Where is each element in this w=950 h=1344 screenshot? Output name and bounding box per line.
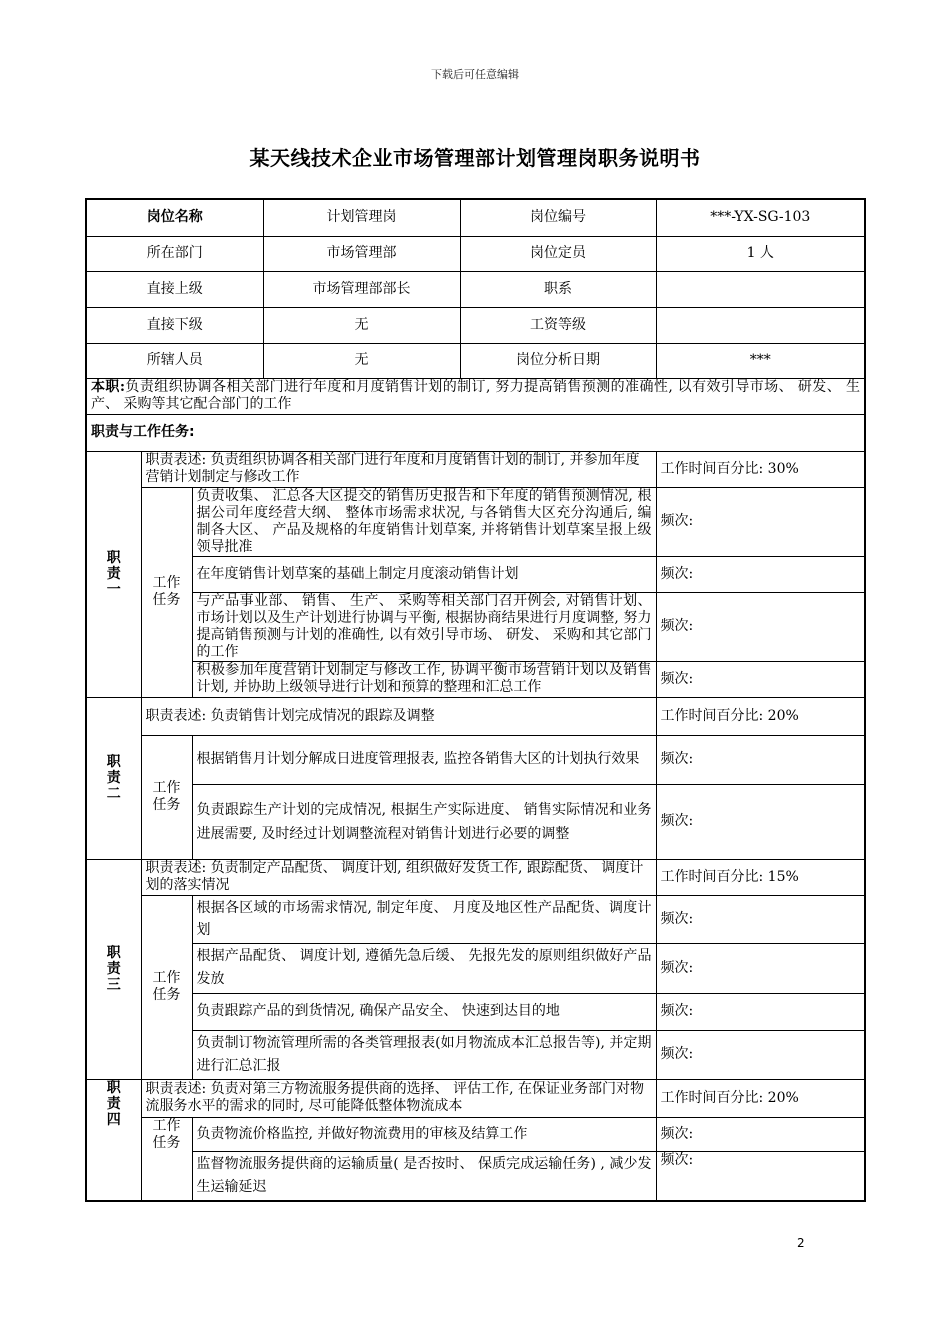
duty-1-name-cell: [86, 451, 141, 697]
duty-3-task-2-freq: 频次:: [656, 943, 865, 993]
value-position-code: ***-YX-SG-103: [656, 199, 865, 236]
info-row-3: [86, 271, 865, 307]
duty-1-task-1-freq: 频次:: [656, 487, 865, 556]
label-position-name: 岗位名称: [86, 199, 263, 236]
label-position-code: 岗位编号: [460, 199, 656, 236]
value-job-family: [656, 271, 865, 307]
duty-3-name: 职责三: [106, 945, 121, 993]
value-direct-subordinate: 无: [263, 307, 460, 343]
task-label-text: 工作任务: [152, 1117, 181, 1151]
duty-1-task-4-freq: 频次:: [656, 661, 865, 697]
task-label-text: 工作任务: [152, 970, 181, 1003]
duty-2-task-2-row: [86, 784, 865, 859]
duty-2-task-2: 负责跟踪生产计划的完成情况, 根据生产实际进度、 销售实际情况和业务进展需要, 及时经过计划调整流程对销售计划进行必要的调整: [192, 784, 656, 859]
duties-header: 职责与工作任务:: [86, 414, 865, 451]
duty-3-task-1-freq: 频次:: [656, 895, 865, 943]
duty-4-statement-row: [86, 1079, 865, 1117]
duty-4-name-cell: [86, 1079, 141, 1201]
label-analysis-date: 岗位分析日期: [460, 343, 656, 378]
duty-summary-text: 负责组织协调各相关部门进行年度和月度销售计划的制订, 努力提高销售预测的准确性, 以有效引导市场、 研发、 生产、 采购等其它配合部门的工作: [91, 379, 861, 412]
duties-header-row: [86, 414, 865, 451]
duty-2-statement-row: [86, 697, 865, 735]
duty-summary-row: [86, 378, 865, 414]
duty-3-task-4-row: [86, 1030, 865, 1079]
duty-4-statement: 职责表述: 负责对第三方物流服务提供商的选择、 评估工作, 在保证业务部门对物流服务水平的需求的同时, 尽可能降低整体物流成本: [141, 1079, 656, 1117]
duty-3-task-4: 负责制订物流管理所需的各类管理报表(如月物流成本汇总报告等), 并定期进行汇总汇报: [192, 1030, 656, 1079]
duty-3-statement-row: [86, 859, 865, 895]
duty-3-statement: 职责表述: 负责制定产品配货、 调度计划, 组织做好发货工作, 跟踪配货、 调度计划的落实情况: [141, 859, 656, 895]
duty-summary-label: 本职:: [91, 379, 126, 395]
value-department: 市场管理部: [263, 236, 460, 271]
label-direct-superior: 直接上级: [86, 271, 263, 307]
duty-4-task-2-row: [86, 1151, 865, 1201]
info-row-4: [86, 307, 865, 343]
duty-4-task-1-row: [86, 1117, 865, 1151]
info-row-5: [86, 343, 865, 378]
document-title: 某天线技术企业市场管理部计划管理岗职务说明书: [249, 146, 701, 170]
duty-1-statement-row: [86, 451, 865, 487]
duty-2-task-1: 根据销售月计划分解成日进度管理报表, 监控各销售大区的计划执行效果: [192, 735, 656, 784]
label-headcount: 岗位定员: [460, 236, 656, 271]
duty-3-percent: 工作时间百分比: 15%: [656, 859, 865, 895]
duty-1-task-2-freq: 频次:: [656, 556, 865, 592]
duty-1-task-4: 积极参加年度营销计划制定与修改工作, 协调平衡市场营销计划以及销售计划, 并协助上级领导进行计划和预算的整理和汇总工作: [192, 661, 656, 697]
label-salary-grade: 工资等级: [460, 307, 656, 343]
page-number: 2: [797, 1236, 805, 1250]
duty-4-task-1-freq: 频次:: [656, 1117, 865, 1151]
duty-4-percent: 工作时间百分比: 20%: [656, 1079, 865, 1117]
duty-3-task-2: 根据产品配货、 调度计划, 遵循先急后缓、 先报先发的原则组织做好产品发放: [192, 943, 656, 993]
duty-3-task-4-freq: 频次:: [656, 1030, 865, 1079]
task-label-text: 工作任务: [152, 575, 181, 608]
duty-summary: [86, 378, 865, 414]
duty-4-task-2: 监督物流服务提供商的运输质量( 是否按时、 保质完成运输任务) , 减少发生运输延迟: [192, 1151, 656, 1201]
duty-3-task-label: [141, 895, 192, 1079]
value-salary-grade: [656, 307, 865, 343]
duty-2-task-1-freq: 频次:: [656, 735, 865, 784]
duty-1-task-3-row: [86, 592, 865, 661]
duty-2-statement: 职责表述: 负责销售计划完成情况的跟踪及调整: [141, 697, 656, 735]
header-note: 下载后可任意编辑: [431, 68, 519, 81]
value-staff: 无: [263, 343, 460, 378]
duty-1-task-3: 与产品事业部、 销售、 生产、 采购等相关部门召开例会, 对销售计划、 市场计划以及生产计划进行协调与平衡, 根据协商结果进行月度调整, 努力提高销售预测与计划的准确性, 以有效引导市场、 研发、 采购和其它部门的工作: [192, 592, 656, 661]
label-direct-subordinate: 直接下级: [86, 307, 263, 343]
duty-3-task-3-freq: 频次:: [656, 993, 865, 1030]
duty-4-task-1: 负责物流价格监控, 并做好物流费用的审核及结算工作: [192, 1117, 656, 1151]
value-position-name: 计划管理岗: [263, 199, 460, 236]
duty-1-name: 职责一: [106, 550, 121, 598]
duty-2-task-1-row: [86, 735, 865, 784]
duty-3-name-cell: [86, 859, 141, 1079]
duty-4-task-2-freq: 频次:: [656, 1151, 865, 1201]
duty-1-task-4-row: [86, 661, 865, 697]
duty-1-task-label: [141, 487, 192, 697]
duty-1-task-2-row: [86, 556, 865, 592]
duty-3-task-2-row: [86, 943, 865, 993]
duty-2-name: 职责二: [106, 754, 121, 802]
duty-4-name: 职责四: [106, 1079, 121, 1128]
duty-2-name-cell: [86, 697, 141, 859]
duty-3-task-3-row: [86, 993, 865, 1030]
label-department: 所在部门: [86, 236, 263, 271]
duty-3-task-1-row: [86, 895, 865, 943]
value-analysis-date: ***: [656, 343, 865, 378]
duty-1-task-1: 负责收集、 汇总各大区提交的销售历史报告和下年度的销售预测情况, 根据公司年度经营大纲、 整体市场需求状况, 与各销售大区充分沟通后, 编制各大区、 产品及规格的年度销售计划草案, 并将销售计划草案呈报上级领导批准: [192, 487, 656, 556]
duty-1-task-3-freq: 频次:: [656, 592, 865, 661]
value-direct-superior: 市场管理部部长: [263, 271, 460, 307]
duty-2-percent: 工作时间百分比: 20%: [656, 697, 865, 735]
label-job-family: 职系: [460, 271, 656, 307]
task-label-text: 工作任务: [152, 780, 181, 813]
info-row-1: [86, 199, 865, 236]
info-row-2: [86, 236, 865, 271]
duty-3-task-3: 负责跟踪产品的到货情况, 确保产品安全、 快速到达目的地: [192, 993, 656, 1030]
duty-1-statement: 职责表述: 负责组织协调各相关部门进行年度和月度销售计划的制订, 并参加年度营销计划制定与修改工作: [141, 451, 656, 487]
duty-3-task-1: 根据各区域的市场需求情况, 制定年度、 月度及地区性产品配货、调度计划: [192, 895, 656, 943]
duty-1-task-2: 在年度销售计划草案的基础上制定月度滚动销售计划: [192, 556, 656, 592]
label-staff: 所辖人员: [86, 343, 263, 378]
duty-4-task-label: [141, 1117, 192, 1201]
job-description-table: [85, 198, 866, 1202]
duty-1-task-1-row: [86, 487, 865, 556]
value-headcount: 1 人: [656, 236, 865, 271]
duty-2-task-label: [141, 735, 192, 859]
duty-2-task-2-freq: 频次:: [656, 784, 865, 859]
duty-1-percent: 工作时间百分比: 30%: [656, 451, 865, 487]
